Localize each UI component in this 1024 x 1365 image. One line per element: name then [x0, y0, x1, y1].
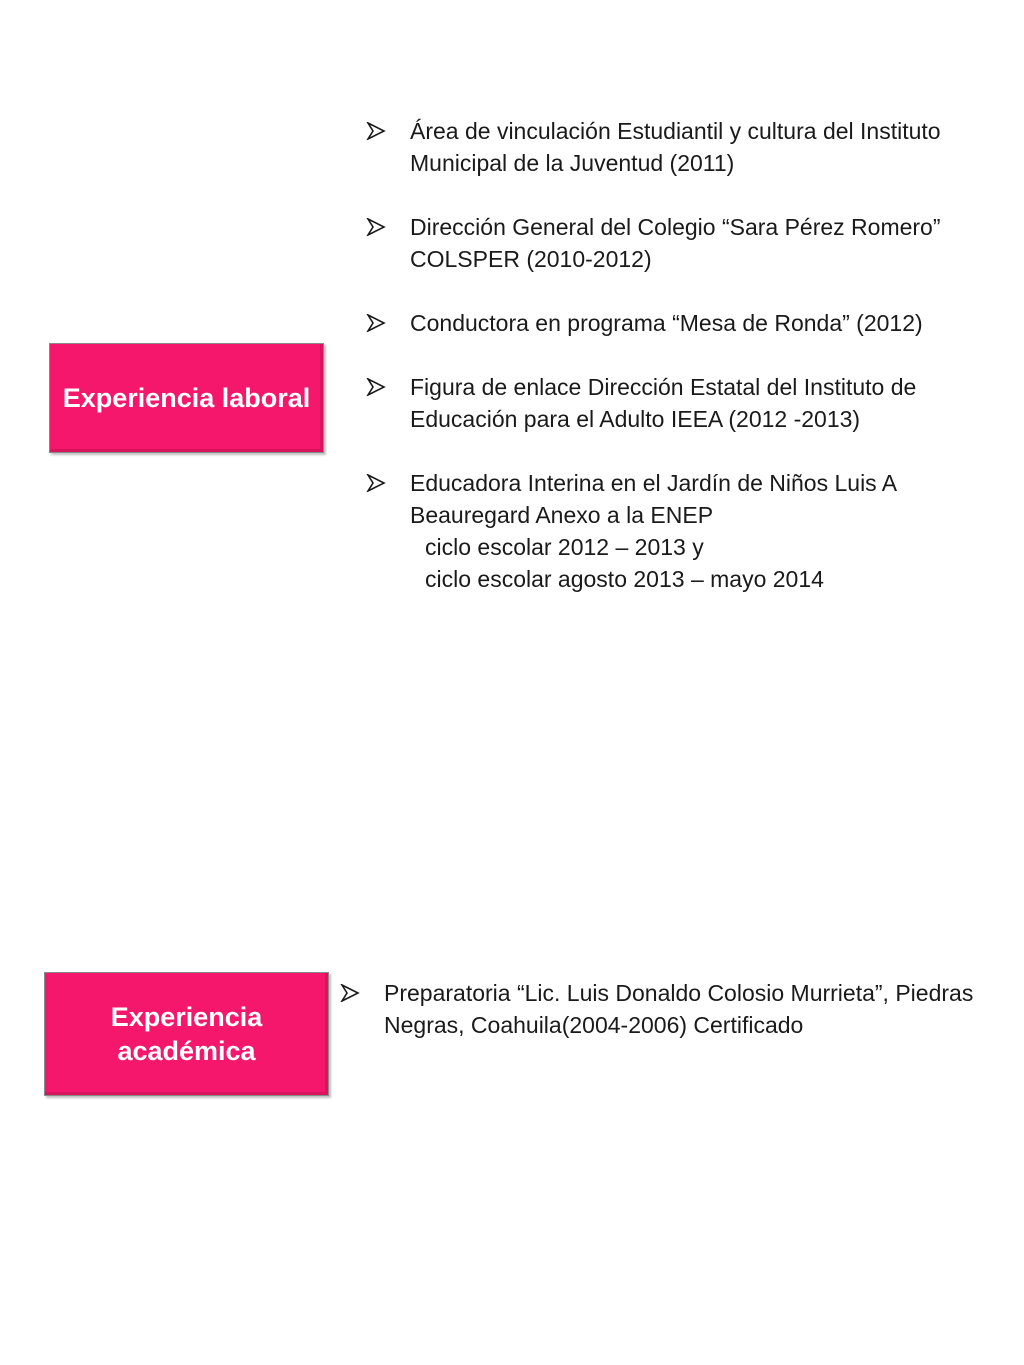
experiencia-laboral-box: [49, 343, 324, 453]
list-item: [366, 467, 1006, 595]
list-item: [366, 307, 1006, 339]
item-line: Negras, Coahuila(2004-2006) Certificado: [384, 1012, 804, 1038]
arrow-bullet-icon: [366, 378, 386, 396]
item-line: COLSPER (2010-2012): [410, 246, 652, 272]
experiencia-laboral-list: [366, 115, 1006, 627]
arrow-bullet-icon: [366, 218, 386, 236]
arrow-bullet-icon: [340, 984, 360, 1002]
item-line: ciclo escolar agosto 2013 – mayo 2014: [425, 566, 824, 592]
arrow-bullet-icon: [366, 122, 386, 140]
list-item: [366, 115, 1006, 179]
experiencia-academica-title: Experiencia académica: [110, 1002, 263, 1066]
item-line: Preparatoria “Lic. Luis Donaldo Colosio Murrieta”, Piedras: [384, 980, 974, 1006]
experiencia-laboral-title: Experiencia laboral: [62, 383, 311, 413]
item-line: Municipal de la Juventud (2011): [410, 150, 735, 176]
list-item: [340, 977, 1020, 1041]
item-line: Área de vinculación Estudiantil y cultura del Instituto: [410, 118, 941, 144]
item-line: Dirección General del Colegio “Sara Pérez Romero”: [410, 214, 941, 240]
arrow-bullet-icon: [366, 474, 386, 492]
item-line: ciclo escolar 2012 – 2013 y: [425, 534, 704, 560]
experiencia-academica-box: [44, 972, 329, 1096]
list-item: [366, 211, 1006, 275]
item-line: Educadora Interina en el Jardín de Niños Luis A: [410, 470, 898, 496]
experiencia-academica-list: [340, 977, 1020, 1073]
item-line: Beauregard Anexo a la ENEP: [410, 502, 714, 528]
arrow-bullet-icon: [366, 314, 386, 332]
list-item: [366, 371, 1006, 435]
item-line: Conductora en programa “Mesa de Ronda” (2012): [410, 310, 923, 336]
item-line: Educación para el Adulto IEEA (2012 -2013): [410, 406, 861, 432]
item-line: Figura de enlace Dirección Estatal del Instituto de: [410, 374, 917, 400]
